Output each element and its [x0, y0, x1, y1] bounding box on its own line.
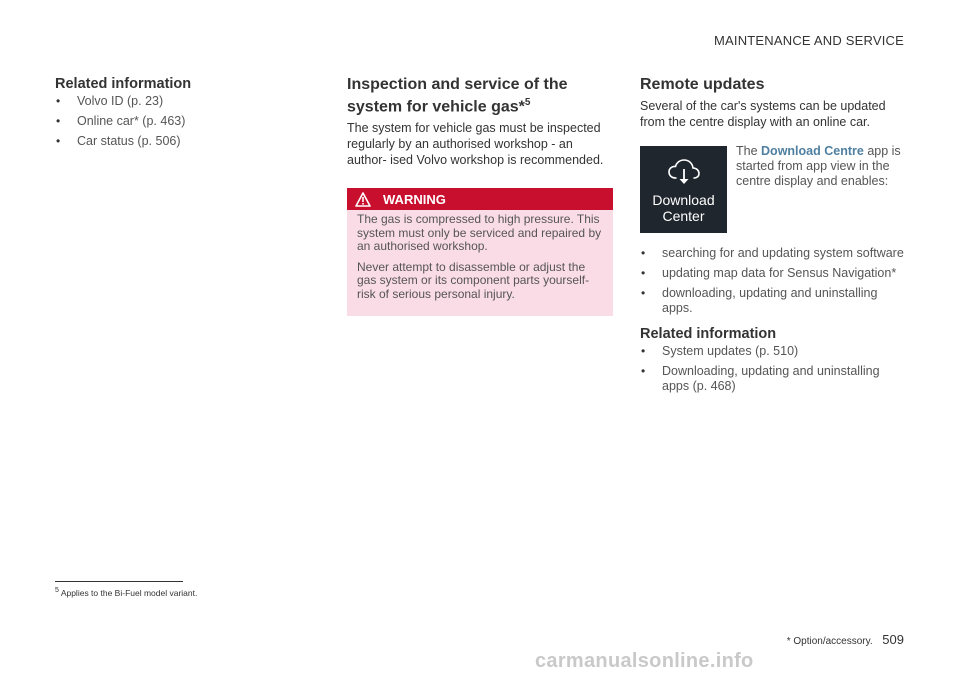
bullet: • [641, 344, 646, 358]
option-note: * Option/accessory. [786, 636, 873, 647]
feature-text: downloading, updating and uninstalling apps. [662, 286, 878, 315]
bullet: • [56, 134, 61, 148]
related-info-column-1 [55, 76, 305, 154]
list-item[interactable] [55, 134, 305, 149]
bullet: • [56, 94, 61, 108]
footnote-divider [55, 581, 183, 582]
list-item[interactable] [640, 344, 910, 359]
warning-text-2: Never attempt to disassemble or adjust the gas system or its component parts yourself- risk of serious personal injury. [357, 259, 590, 301]
app-name-highlight: Download Centre [761, 144, 864, 158]
list-item [640, 266, 910, 281]
remote-updates-paragraph: Several of the car's systems can be updated from the centre display with an online car. [640, 99, 886, 129]
app-tile-label-line-2: Center [662, 208, 705, 224]
warning-text-1: The gas is compressed to high pressure. This system must only be serviced and repaired by an authorised workshop. [357, 212, 602, 254]
footnote [55, 587, 197, 598]
page-footer [787, 632, 904, 647]
list-item[interactable] [640, 364, 910, 394]
gas-inspection-paragraph: The system for vehicle gas must be inspected regularly by an authorised workshop - an author- ised Volvo workshop is recommended. [347, 121, 604, 168]
warning-header [347, 188, 613, 210]
watermark: carmanualsonline.info [535, 650, 754, 672]
link-volvo-id[interactable]: Volvo ID (p. 23) [77, 94, 164, 108]
remote-updates-column [640, 76, 910, 399]
related-info-heading: Related information [55, 76, 192, 92]
list-item [640, 286, 910, 316]
bullet: • [641, 266, 646, 280]
warning-body [347, 210, 613, 316]
list-item[interactable] [55, 114, 305, 129]
app-row [640, 146, 910, 236]
list-item [640, 246, 910, 261]
related-info-heading: Related information [640, 326, 777, 342]
link-downloading-apps[interactable]: Downloading, updating and uninstalling apps (p. 468) [662, 364, 880, 393]
link-system-updates[interactable]: System updates (p. 510) [662, 344, 799, 358]
bullet: • [641, 246, 646, 260]
download-center-app-tile [640, 146, 727, 233]
cloud-download-icon [667, 158, 701, 186]
gas-inspection-heading [347, 76, 613, 116]
bullet: • [56, 114, 61, 128]
app-tile-label [652, 192, 714, 224]
warning-title: WARNING [383, 191, 446, 207]
warning-box [347, 188, 613, 316]
app-tile-label-line-1: Download [652, 192, 715, 208]
remote-updates-heading: Remote updates [640, 76, 765, 93]
link-online-car[interactable]: Online car* (p. 463) [77, 114, 186, 128]
related-info-list [55, 94, 305, 149]
link-car-status[interactable]: Car status (p. 506) [77, 134, 181, 148]
bullet: • [641, 364, 646, 378]
heading-text: Inspection and service of the system for vehicle gas* [347, 76, 568, 116]
footnote-text: Applies to the Bi-Fuel model variant. [60, 587, 198, 598]
related-info-list [640, 344, 910, 394]
app-desc-post: app is started from app view in the centre display and enables: [736, 144, 901, 188]
footnote-mark: 5 [524, 97, 531, 108]
app-desc-pre: The [736, 144, 758, 158]
feature-text: searching for and updating system software [662, 246, 904, 260]
gas-inspection-column [347, 76, 613, 316]
bullet: • [641, 286, 646, 300]
feature-text: updating map data for Sensus Navigation* [662, 266, 897, 280]
list-item[interactable] [55, 94, 305, 109]
page-number: 509 [882, 632, 904, 647]
section-header: MAINTENANCE AND SERVICE [713, 33, 904, 48]
warning-triangle-icon [355, 192, 371, 207]
app-description [736, 144, 908, 189]
footnote-number: 5 [55, 587, 59, 594]
features-list [640, 246, 910, 316]
